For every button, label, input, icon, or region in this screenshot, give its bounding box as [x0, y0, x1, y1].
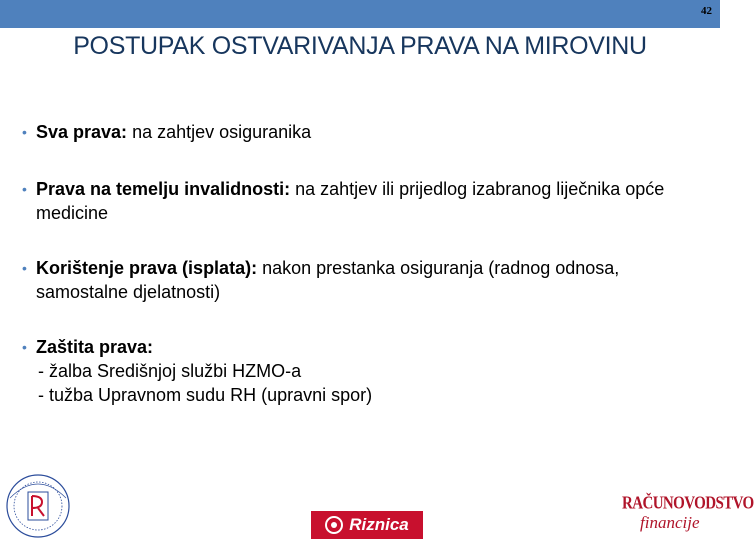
bullet-text: na zahtjev ili prijedlog izabranog liječnika opće medicine — [36, 179, 665, 223]
riznica-logo — [311, 511, 423, 539]
riznica-logo-text: Riznica — [349, 515, 409, 534]
bullet-item — [22, 256, 702, 304]
riznica-emblem-icon — [325, 516, 343, 534]
institution-seal-logo — [2, 468, 74, 540]
bullet-icon: • — [22, 181, 27, 197]
bullet-lead: Korištenje prava (isplata): — [36, 258, 258, 278]
racunovodstvo-logo-subtitle: financije — [640, 513, 700, 532]
bullet-item — [22, 335, 702, 407]
bullet-icon: • — [22, 339, 27, 355]
sub-item: - tužba Upravnom sudu RH (upravni spor) — [38, 385, 373, 405]
bullet-icon: • — [22, 124, 27, 140]
bullet-lead: Sva prava: — [36, 122, 128, 142]
racunovodstvo-logo — [622, 494, 754, 538]
sub-item: - žalba Središnjoj službi HZMO-a — [38, 361, 302, 381]
bullet-item — [22, 177, 702, 225]
bullet-item — [22, 120, 702, 144]
page-number: 42 — [701, 5, 712, 17]
bullet-text: nakon prestanka osiguranja (radnog odnosa, samostalne djelatnosti) — [36, 258, 620, 302]
racunovodstvo-logo-title: RAČUNOVODSTVO — [622, 494, 754, 514]
bullet-icon: • — [22, 260, 27, 276]
bullet-text: na zahtjev osiguranika — [127, 122, 312, 142]
top-bar — [0, 0, 720, 28]
slide-title: POSTUPAK OSTVARIVANJA PRAVA NA MIROVINU — [73, 32, 647, 60]
bullet-lead: Zaštita prava: — [36, 337, 154, 357]
bullet-list — [22, 120, 702, 407]
bullet-lead: Prava na temelju invalidnosti: — [36, 179, 291, 199]
